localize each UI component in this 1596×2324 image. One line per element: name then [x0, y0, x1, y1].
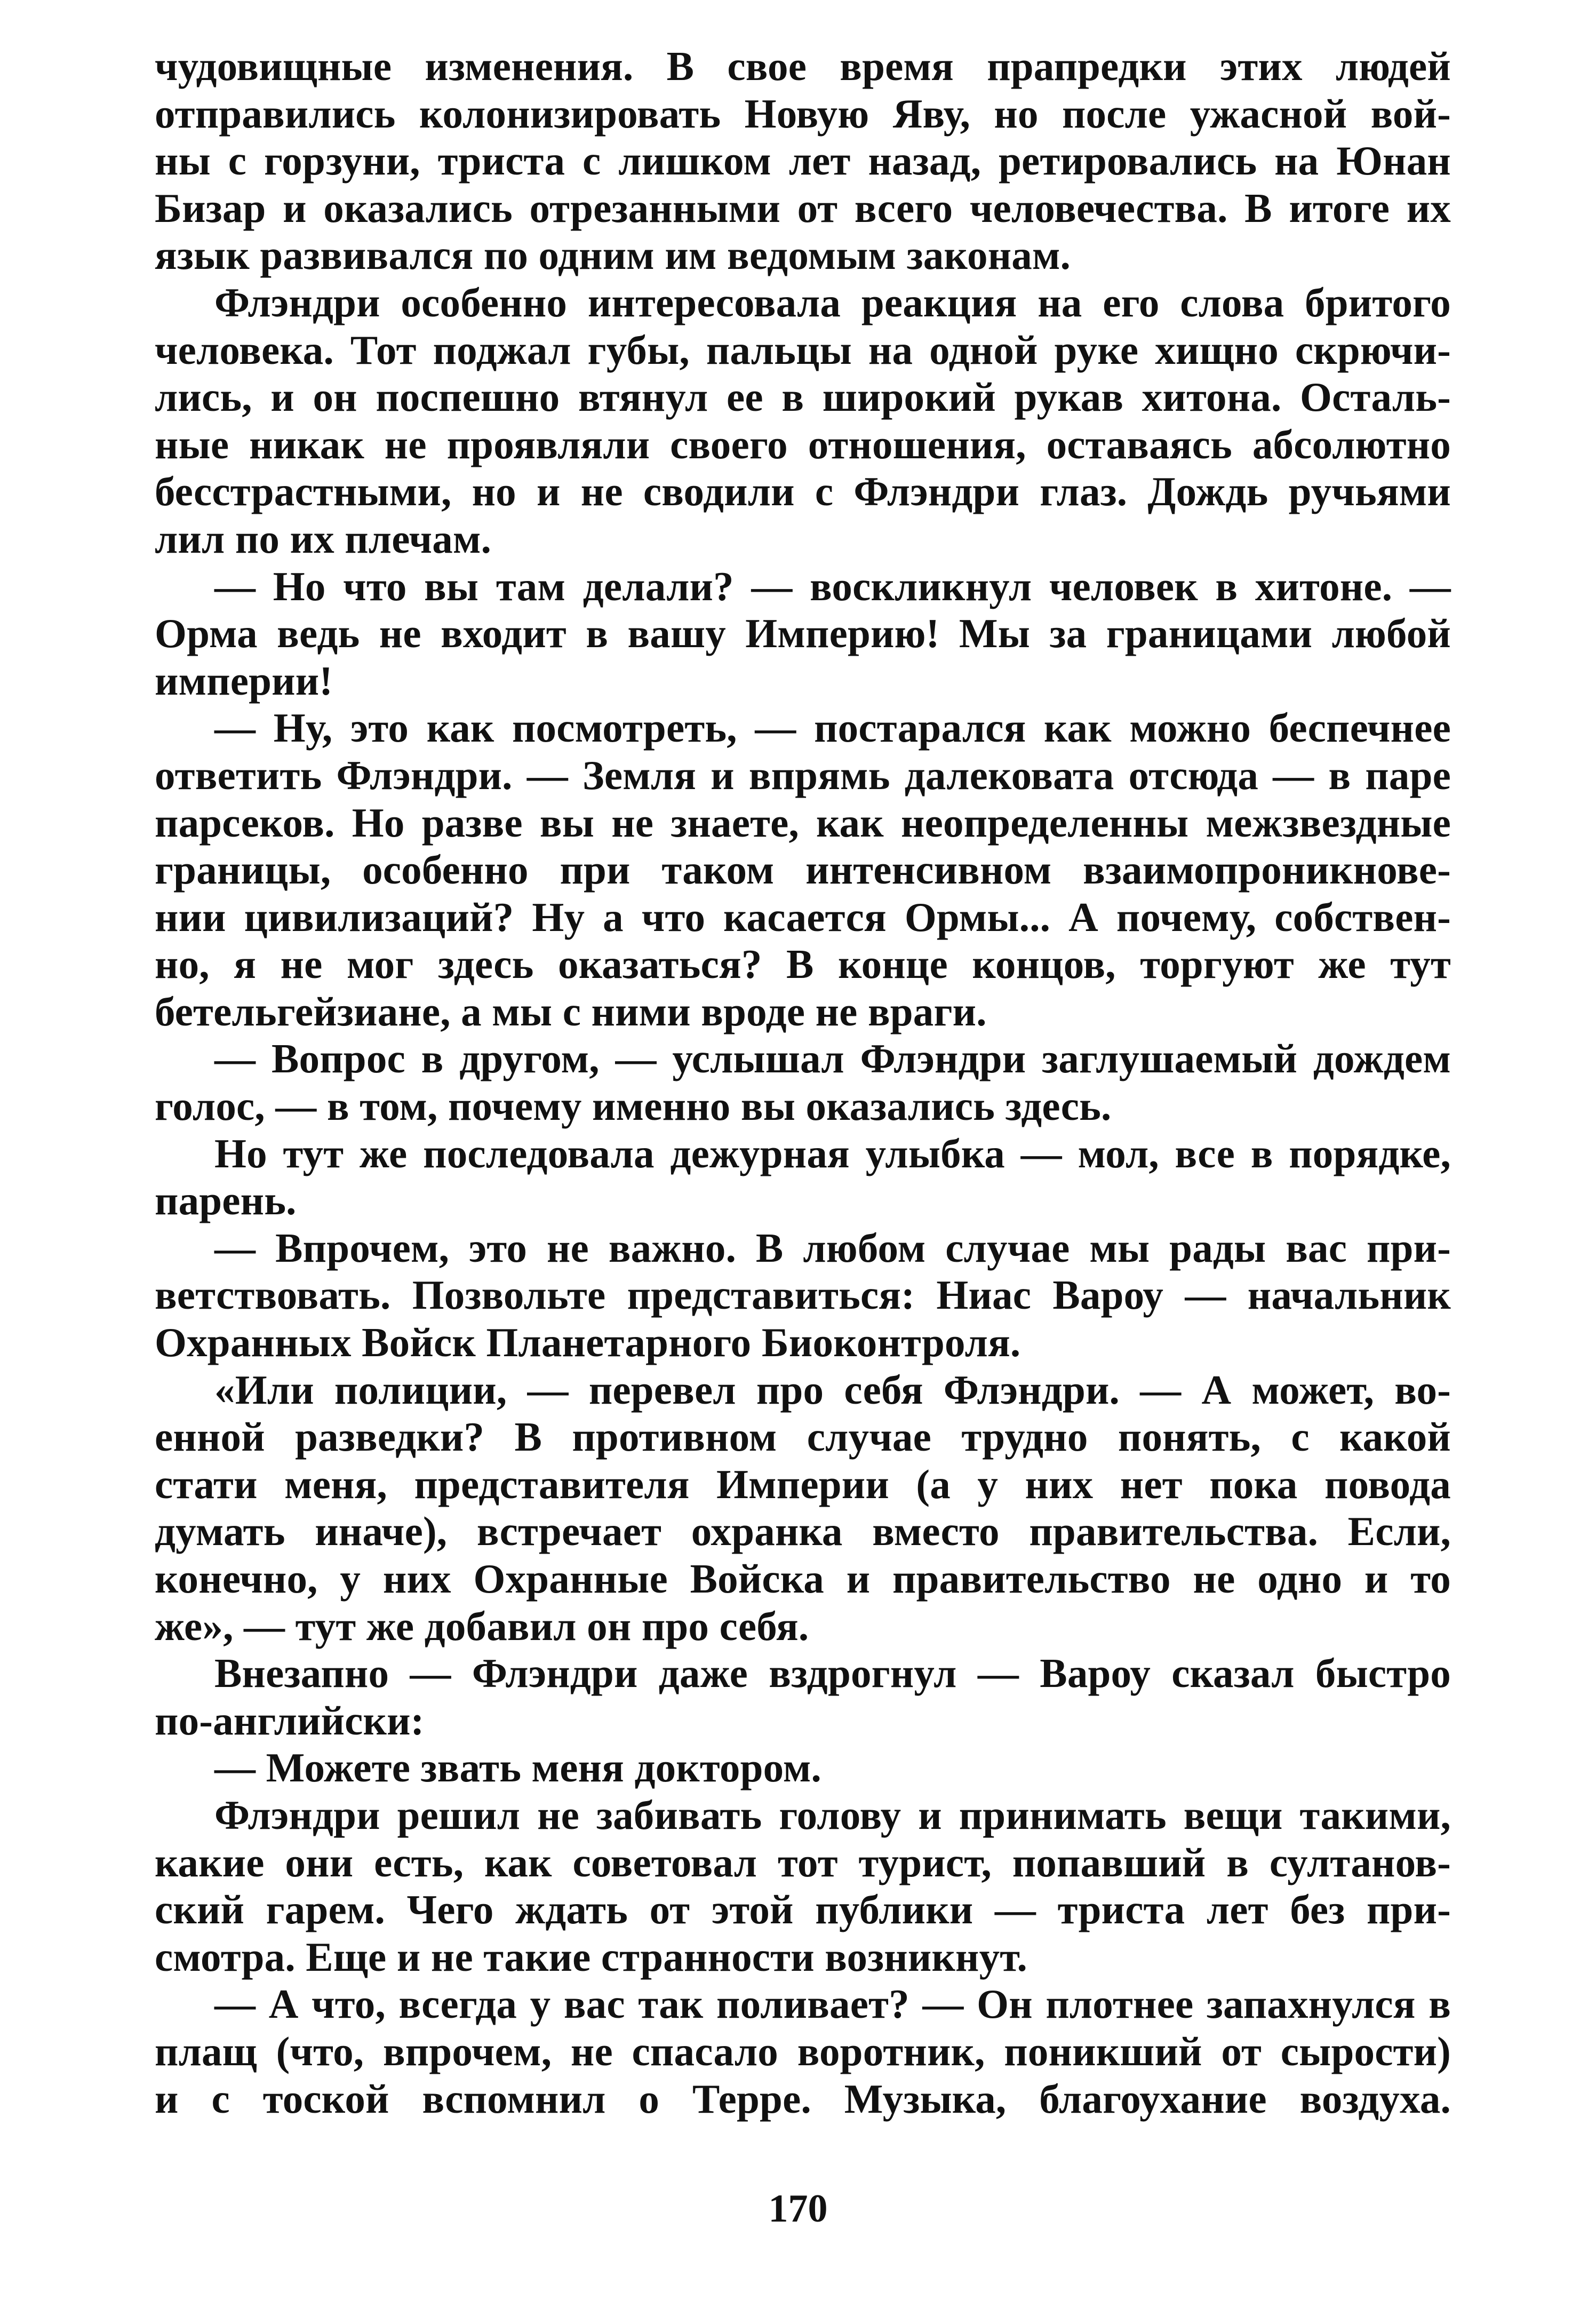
text-line: — Ну, это как посмотреть, — постарался как можно беспечнее	[214, 705, 1451, 751]
text-line: какие они есть, как советовал тот турист, попавший в султанов-	[155, 1839, 1451, 1885]
text-line: парсеков. Но разве вы не знаете, как неопределенны межзвездные	[155, 799, 1451, 846]
text-line: Но тут же последовала дежурная улыбка — мол, все в порядке,	[214, 1130, 1451, 1176]
text-line: — А что, всегда у вас так поливает? — Он плотнее запахнулся в	[214, 1981, 1451, 2027]
text-line: бетельгейзиане, а мы с ними вроде не враги.	[155, 988, 987, 1034]
text-line: империи!	[155, 657, 333, 704]
page-number: 170	[768, 2187, 828, 2231]
text-line: Флэндри решил не забивать голову и принимать вещи такими,	[214, 1792, 1451, 1838]
text-line: Охранных Войск Планетарного Биоконтроля.	[155, 1319, 1021, 1366]
text-line: «Или полиции, — перевел про себя Флэндри. — А может, во-	[214, 1366, 1451, 1413]
text-line: Орма ведь не входит в вашу Империю! Мы за границами любой	[155, 610, 1451, 657]
text-line: Флэндри особенно интересовала реакция на его слова бритого	[214, 279, 1451, 325]
text-line: отправились колонизировать Новую Яву, но после ужасной вой-	[155, 90, 1451, 137]
text-line: думать иначе), встречает охранка вместо правительства. Если,	[155, 1508, 1451, 1555]
text-line: и с тоской вспомнил о Терре. Музыка, благоухание воздуха.	[155, 2075, 1451, 2122]
text-line: конечно, у них Охранные Войска и правительство не одно и то	[155, 1556, 1451, 1602]
body-text	[155, 43, 1451, 2122]
text-line: лись, и он поспешно втянул ее в широкий рукав хитона. Осталь-	[155, 374, 1451, 420]
text-line: ные никак не проявляли своего отношения, оставаясь абсолютно	[155, 421, 1451, 467]
text-line: Внезапно — Флэндри даже вздрогнул — Вароу сказал быстро	[214, 1650, 1451, 1697]
text-line: ский гарем. Чего ждать от этой публики — триста лет без при-	[155, 1887, 1451, 1933]
text-line: язык развивался по одним им ведомым законам.	[155, 232, 1071, 278]
text-line: же», — тут же добавил он про себя.	[155, 1603, 809, 1649]
text-line: чудовищные изменения. В свое время прапредки этих людей	[155, 43, 1451, 89]
text-line: ны с горзуни, триста с лишком лет назад, ретировались на Юнан	[155, 138, 1451, 184]
text-line: парень.	[155, 1177, 297, 1224]
text-line: голос, — в том, почему именно вы оказались здесь.	[155, 1083, 1112, 1129]
text-line: бесстрастными, но и не сводили с Флэндри глаз. Дождь ручьями	[155, 468, 1451, 515]
text-line: человека. Тот поджал губы, пальцы на одной руке хищно скрючи-	[155, 327, 1451, 373]
text-line: смотра. Еще и не такие странности возникнут.	[155, 1933, 1027, 1980]
text-line: плащ (что, впрочем, не спасало воротник, поникший от сырости)	[155, 2028, 1451, 2074]
text-line: нии цивилизаций? Ну а что касается Ормы... А почему, собствен-	[155, 894, 1451, 940]
text-line: но, я не мог здесь оказаться? В конце концов, торгуют же тут	[155, 941, 1451, 988]
text-line: по-английски:	[155, 1697, 425, 1744]
text-line: — Можете звать меня доктором.	[214, 1745, 821, 1791]
text-line: лил по их плечам.	[155, 515, 492, 562]
text-line: — Впрочем, это не важно. В любом случае мы рады вас при-	[214, 1224, 1451, 1271]
text-line: — Но что вы там делали? — воскликнул человек в хитоне. —	[214, 563, 1451, 609]
text-line: ветствовать. Позвольте представиться: Ниас Вароу — начальник	[155, 1272, 1451, 1318]
text-line: границы, особенно при таком интенсивном взаимопроникнове-	[155, 847, 1451, 893]
text-line: Бизар и оказались отрезанными от всего человечества. В итоге их	[155, 185, 1451, 231]
text-line: енной разведки? В противном случае трудно понять, с какой	[155, 1414, 1451, 1460]
text-line: — Вопрос в другом, — услышал Флэндри заглушаемый дождем	[214, 1036, 1451, 1082]
text-line: стати меня, представителя Империи (а у них нет пока повода	[155, 1461, 1451, 1507]
text-line: ответить Флэндри. — Земля и впрямь далековата отсюда — в паре	[155, 752, 1451, 798]
